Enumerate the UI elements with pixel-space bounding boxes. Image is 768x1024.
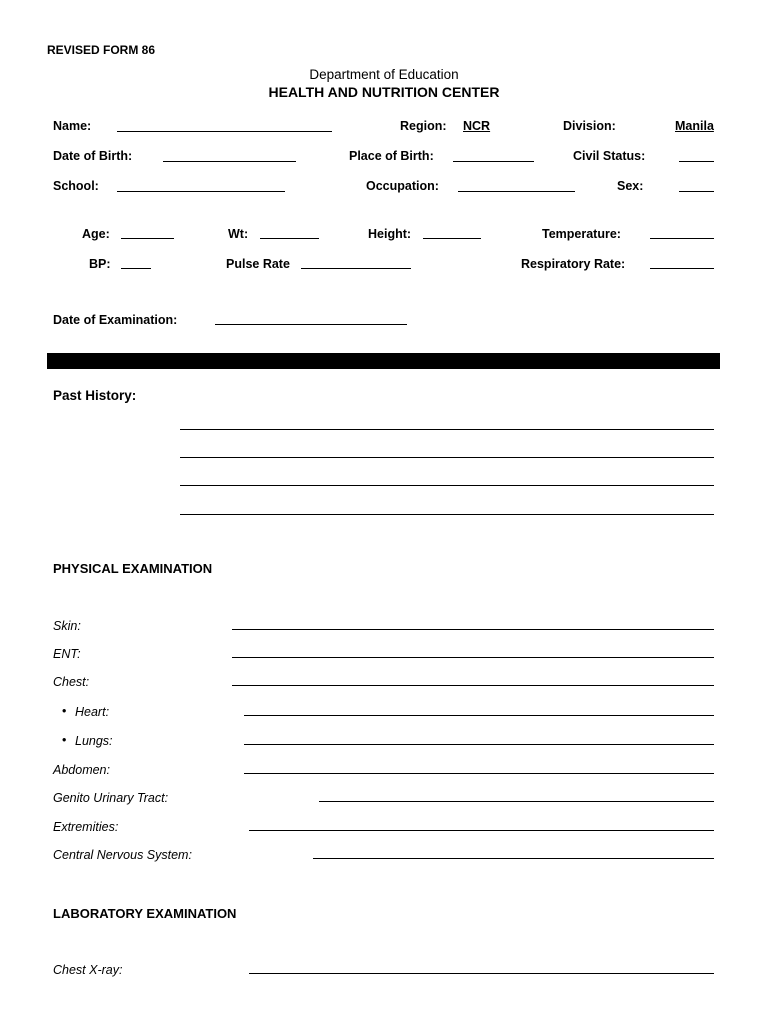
- heart-label: Heart:: [75, 705, 110, 719]
- laboratory-exam-heading: LABORATORY EXAMINATION: [53, 906, 237, 921]
- wt-field[interactable]: [260, 238, 319, 239]
- genito-urinary-label: Genito Urinary Tract:: [53, 791, 169, 805]
- department-title: Department of Education: [309, 67, 459, 82]
- lungs-label: Lungs:: [75, 734, 113, 748]
- pob-label: Place of Birth:: [349, 149, 434, 163]
- chest-xray-field[interactable]: [249, 973, 714, 974]
- skin-field[interactable]: [232, 629, 714, 630]
- bullet-icon: •: [62, 733, 67, 747]
- past-history-line-1[interactable]: [180, 429, 714, 430]
- past-history-line-2[interactable]: [180, 457, 714, 458]
- bp-field[interactable]: [121, 268, 151, 269]
- occupation-field[interactable]: [458, 191, 575, 192]
- exam-date-label: Date of Examination:: [53, 313, 178, 327]
- dob-field[interactable]: [163, 161, 296, 162]
- cns-label: Central Nervous System:: [53, 848, 192, 862]
- past-history-line-4[interactable]: [180, 514, 714, 515]
- dob-label: Date of Birth:: [53, 149, 133, 163]
- division-label: Division:: [563, 119, 616, 133]
- temperature-label: Temperature:: [542, 227, 621, 241]
- extremities-field[interactable]: [249, 830, 714, 831]
- resp-field[interactable]: [650, 268, 714, 269]
- physical-exam-heading: PHYSICAL EXAMINATION: [53, 561, 213, 576]
- resp-label: Respiratory Rate:: [521, 257, 626, 271]
- age-field[interactable]: [121, 238, 174, 239]
- form-code: REVISED FORM 86: [47, 43, 156, 57]
- exam-date-field[interactable]: [215, 324, 407, 325]
- abdomen-field[interactable]: [244, 773, 714, 774]
- school-field[interactable]: [117, 191, 285, 192]
- cns-field[interactable]: [313, 858, 714, 859]
- chest-xray-label: Chest X-ray:: [53, 963, 123, 977]
- heart-field[interactable]: [244, 715, 714, 716]
- sex-field[interactable]: [679, 191, 714, 192]
- region-label: Region:: [400, 119, 447, 133]
- region-value[interactable]: NCR: [463, 119, 491, 133]
- section-divider: [47, 353, 720, 369]
- occupation-label: Occupation:: [366, 179, 439, 193]
- school-label: School:: [53, 179, 99, 193]
- pulse-label: Pulse Rate: [226, 257, 290, 271]
- extremities-label: Extremities:: [53, 820, 119, 834]
- abdomen-label: Abdomen:: [53, 763, 110, 777]
- past-history-label: Past History:: [53, 388, 137, 403]
- bullet-icon: •: [62, 704, 67, 718]
- pob-field[interactable]: [453, 161, 534, 162]
- name-field[interactable]: [117, 131, 332, 132]
- past-history-line-3[interactable]: [180, 485, 714, 486]
- height-field[interactable]: [423, 238, 481, 239]
- wt-label: Wt:: [228, 227, 249, 241]
- name-label: Name:: [53, 119, 92, 133]
- pulse-field[interactable]: [301, 268, 411, 269]
- civil-status-field[interactable]: [679, 161, 714, 162]
- center-title: HEALTH AND NUTRITION CENTER: [268, 84, 500, 100]
- temperature-field[interactable]: [650, 238, 714, 239]
- ent-label: ENT:: [53, 647, 81, 661]
- chest-field[interactable]: [232, 685, 714, 686]
- bp-label: BP:: [89, 257, 111, 271]
- ent-field[interactable]: [232, 657, 714, 658]
- chest-label: Chest:: [53, 675, 90, 689]
- division-value[interactable]: Manila: [675, 119, 714, 133]
- sex-label: Sex:: [617, 179, 644, 193]
- genito-urinary-field[interactable]: [319, 801, 714, 802]
- civil-status-label: Civil Status:: [573, 149, 646, 163]
- lungs-field[interactable]: [244, 744, 714, 745]
- skin-label: Skin:: [53, 619, 81, 633]
- height-label: Height:: [368, 227, 412, 241]
- age-label: Age:: [82, 227, 110, 241]
